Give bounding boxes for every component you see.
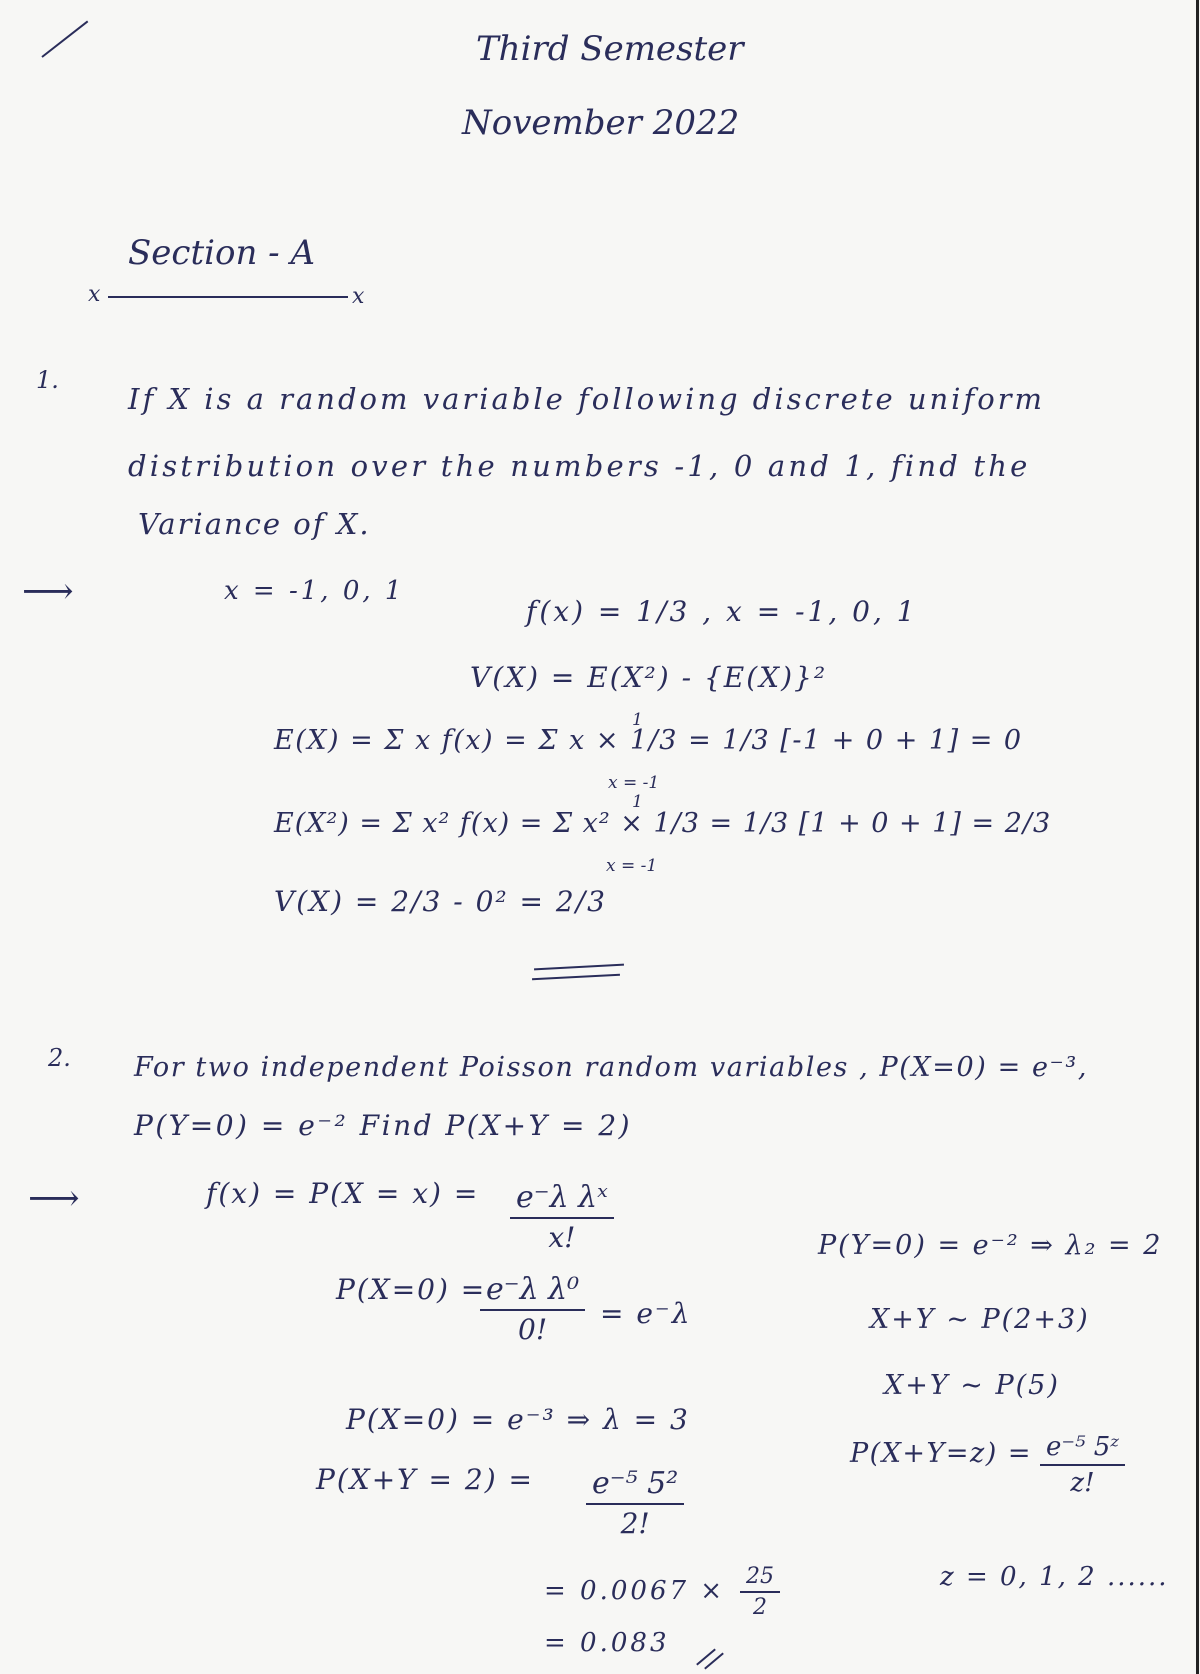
q2-right-pmf-fraction [1040,1432,1125,1498]
date-heading: November 2022 [462,103,740,143]
q1-step-pmf: f(x) = 1/3 , x = -1, 0, 1 [526,595,918,628]
q2-pxy2-fraction [586,1466,684,1540]
q2-pmf-fraction [510,1180,614,1254]
q1-number: 1. [36,366,59,394]
q2-pmf-numerator: e⁻λ λˣ [510,1180,614,1219]
q2-calc-numerator: 25 [740,1564,780,1593]
corner-tick-mark [41,21,88,58]
q2-right-pmf-lhs: P(X+Y=z) = [850,1438,1032,1469]
q2-right-pmf-numerator: e⁻⁵ 5ᶻ [1040,1432,1125,1466]
q1-text-line3: Variance of X. [138,507,371,541]
q2-pxy2-denominator: 2! [620,1507,650,1540]
q2-px0-lhs: P(X=0) = [336,1273,487,1306]
q1-step-domain: x = -1, 0, 1 [224,576,405,606]
q2-calc-fraction [740,1564,780,1620]
q2-right-pmf-denominator: z! [1070,1468,1095,1498]
q1-second-moment-sum-upper: 1 [632,792,643,812]
q1-text-line1: If X is a random variable following discrete uniform [128,382,1046,416]
section-rule [108,296,348,298]
semester-heading: Third Semester [476,29,744,69]
section-rule-left-mark: x [88,282,101,307]
q1-result-underline-2 [532,974,620,981]
q2-pmf-denominator: x! [548,1221,576,1254]
q2-calc-step2: = 0.083 [544,1628,670,1658]
q1-text-line2: distribution over the numbers -1, 0 and 1, find the [128,449,1031,483]
q2-text-line2: P(Y=0) = e⁻² Find P(X+Y = 2) [134,1109,633,1142]
q1-second-moment-sum-lower: x = -1 [606,856,658,876]
q1-expectation-sum-upper: 1 [632,710,643,730]
q2-right-lambda2: P(Y=0) = e⁻² ⇒ λ₂ = 2 [818,1230,1163,1261]
q1-step-variance-result: V(X) = 2/3 - 0² = 2/3 [274,885,607,918]
q1-step-expectation: E(X) = Σ x f(x) = Σ x × 1/3 = 1/3 [-1 + 0 + 1] = 0 [274,725,1023,756]
q1-step-second-moment: E(X²) = Σ x² f(x) = Σ x² × 1/3 = 1/3 [1 + 0 + 1] = 2/3 [274,808,1052,839]
q2-pxy2-lhs: P(X+Y = 2) = [316,1463,535,1496]
q2-pmf-lhs: f(x) = P(X = x) = [206,1177,480,1210]
q2-right-support: z = 0, 1, 2 ...... [940,1562,1169,1592]
q2-answer-arrow: ⟶ [28,1178,80,1219]
q1-expectation-sum-lower: x = -1 [608,773,660,793]
q1-answer-arrow: ⟶ [22,571,74,612]
q2-px0-fraction [480,1272,585,1346]
q2-px0-denominator: 0! [518,1313,548,1346]
q2-right-sum-dist-simplified: X+Y ~ P(5) [884,1370,1060,1401]
q2-right-sum-dist: X+Y ~ P(2+3) [870,1304,1090,1335]
q2-px0-rhs: = e⁻λ [600,1297,692,1330]
q2-pxy2-numerator: e⁻⁵ 5² [586,1466,684,1505]
q2-calc-step1: = 0.0067 × [544,1576,726,1606]
section-title: Section - A [128,233,316,273]
q2-calc-denominator: 2 [753,1595,767,1620]
q2-number: 2. [48,1044,71,1072]
q1-result-underline-1 [534,964,624,971]
q2-text-line1: For two independent Poisson random variables , P(X=0) = e⁻³, [134,1052,1089,1083]
q1-step-variance-formula: V(X) = E(X²) - {E(X)}² [470,661,828,694]
section-rule-right-mark: x [352,284,365,309]
q2-px0-numerator: e⁻λ λ⁰ [480,1272,585,1311]
q2-lambda1: P(X=0) = e⁻³ ⇒ λ = 3 [346,1403,690,1436]
